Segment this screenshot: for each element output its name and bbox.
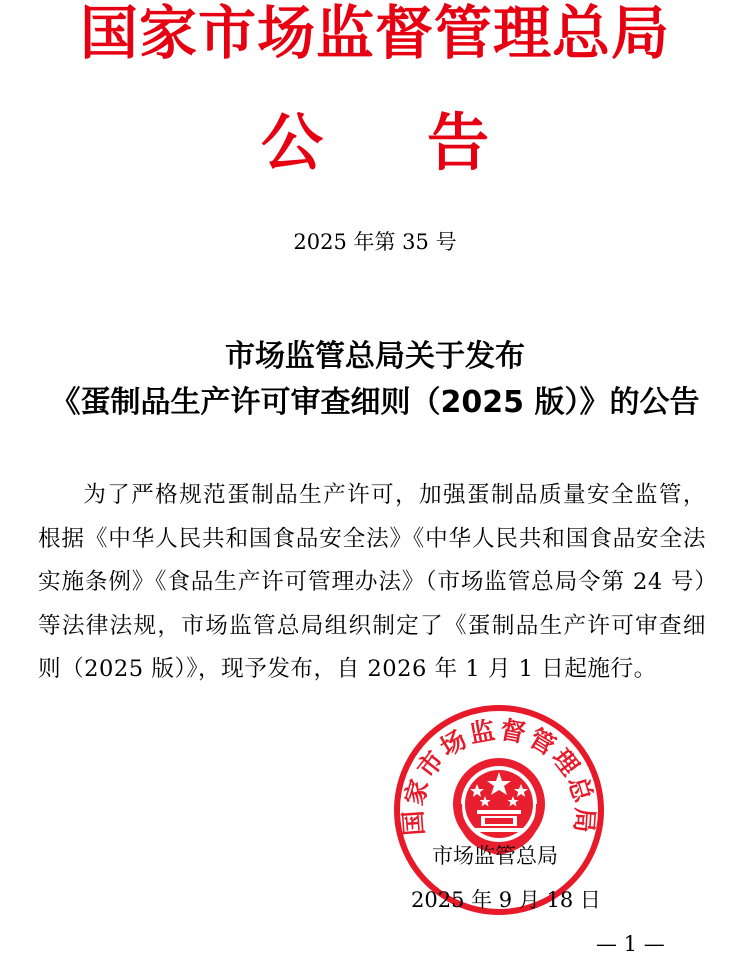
notice-char-2: 告 (427, 106, 490, 179)
notice-heading (0, 108, 750, 178)
title-line-1: 市场监管总局关于发布 (225, 339, 525, 374)
signature-date: 2025 年 9 月 18 日 (411, 888, 601, 912)
document-title (0, 334, 750, 426)
issuer-masthead: 国家市场监督管理总局 (79, 0, 670, 67)
signature-org: 市场监管总局 (432, 844, 558, 868)
official-seal (393, 704, 605, 916)
body-paragraph: 为了严格规范蛋制品生产许可，加强蛋制品质量安全监管，根据《中华人民共和国食品安全法》《中华人民共和国食品安全法实施条例》《食品生产许可管理办法》（市场监管总局令第 24 号）等法律法规，市场监管总局组织制定了《蛋制品生产许可审查细则（2025 版）》，现予发布，自 2026 年 1 月 1 日起施行。 (38, 482, 706, 682)
page-number: — 1 — (596, 932, 665, 956)
notice-char-1: 公 (260, 106, 323, 179)
seal-text: 国家市场监督管理总局 (398, 714, 600, 837)
national-emblem-icon (453, 758, 545, 852)
title-line-2: 《蛋制品生产许可审查细则（2025 版）》的公告 (50, 385, 700, 420)
document-number: 2025 年第 35 号 (293, 230, 457, 254)
